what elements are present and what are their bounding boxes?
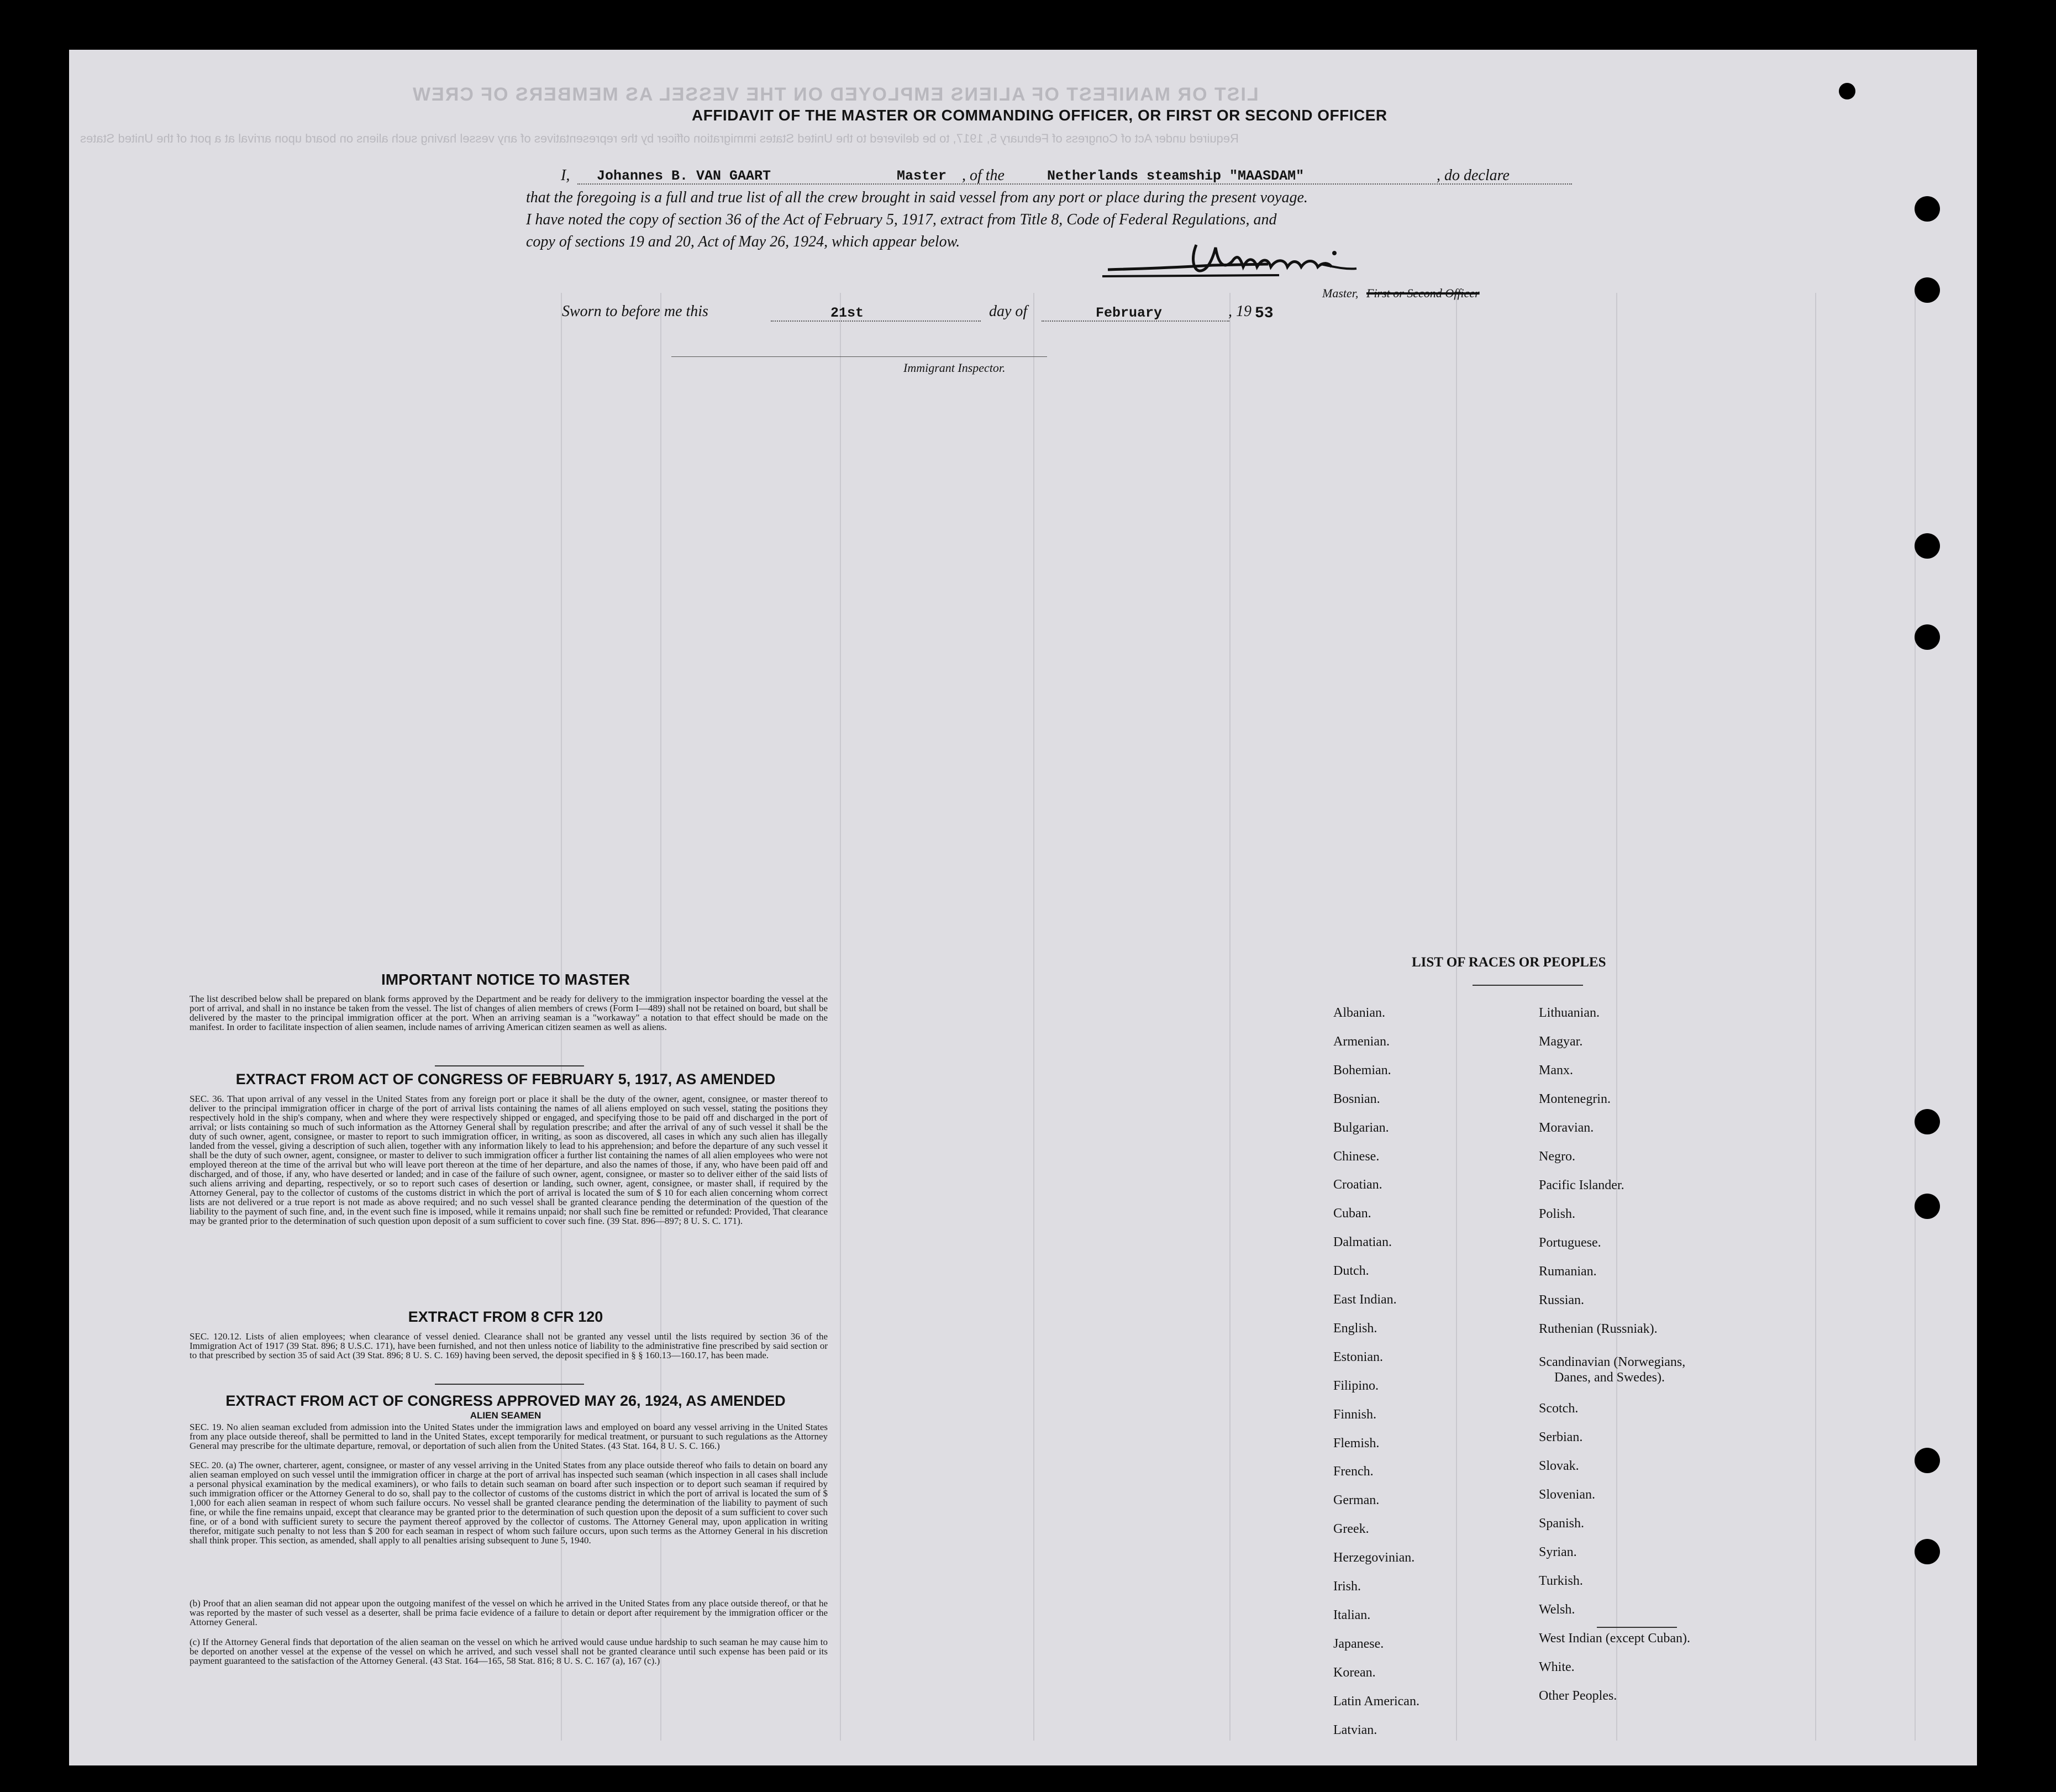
extract-1924-heading: EXTRACT FROM ACT OF CONGRESS APPROVED MAY 26, 1924, AS AMENDED [225, 1392, 786, 1409]
signature-role: Master, [1322, 286, 1359, 300]
of-the-label: , of the [962, 167, 1005, 184]
race-item: Turkish. [1539, 1574, 1583, 1588]
inspector-label: Immigrant Inspector. [903, 361, 1006, 375]
race-item: Lithuanian. [1539, 1006, 1600, 1020]
race-item: Montenegrin. [1539, 1092, 1611, 1106]
race-item: White. [1539, 1660, 1575, 1674]
extract-1917-body: SEC. 36. That upon arrival of any vessel in the United States from any foreign port or place it shall be the duty of the owner, agent, consignee, or master thereof to deliver to the principal immigration officer in charge of the port of arrival lists containing the names of all aliens employed on such vessel, stating the positions they respectively hold in the ship's company, when and where they were respectively shipped or engaged, and specifying those to be paid off and discharged in the port of arrival; or lists containing so much of such information as the Attorney General shall by regulation prescribe; and after the arrival of any of such vessel it shall be the duty of such owner, agent, consignee, or master to report to such immigration officer, in writing, as soon as discovered, all cases in which any such alien has illegally landed from the vessel, giving a description of such alien, together with any information likely to lead to his apprehension; and before the departure of any such vessel it shall be the duty of such owner, agent, consignee, or master to deliver to such immigration officer a further list containing the names of all alien employees who were not employed thereon at the time of the arrival but who will leave port thereon at the time of her departure, and also the names of those, if any, who have been paid off and discharged, and of those, if any, who have deserted or landed; and in case of the failure of such owner, agent, consignee, or master so to deliver either of the said lists of such aliens arriving and departing, respectively, or so to report such cases of desertion or landing, such owner, agent, consignee, or master shall, if required by the Attorney General, pay to the collector of customs of the customs district in which the port of arrival is located the sum of $ 10 for each alien concerning whom correct lists are not delivered or a true report is not made as above required; and no such vessel shall be granted clearance pending the determination of the question of the liability to the payment of such fine, and, in the event such fine is imposed, while it remains unpaid; nor shall such fine be remitted or refunded: Provided, That clearance may be granted prior to the determination of such question upon deposit of a sum sufficient to cover such fine. (39 Stat. 896—897; 8 U. S. C. 171). [190, 1094, 828, 1226]
race-item: Other Peoples. [1539, 1689, 1617, 1703]
race-item: Flemish. [1333, 1436, 1380, 1451]
extract-1924-sec20a: SEC. 20. (a) The owner, charterer, agent, consignee, or master of any vessel arriving in the United States from any place outside thereof who fails to detain on board any alien seaman employed on such vessel until the immigration officer in charge at the port of arrival has inspected such seaman (which inspection in all cases shall include a personal physical examination by the medical examiners), or who fails to detain such seaman on board after such inspection or to deport such seaman if required by such immigration officer or the Attorney General to do so, shall pay to the collector of customs of the customs district in which the port of arrival is located the sum of $ 1,000 for each alien seaman in respect of whom such failure occurs. No vessel shall be granted clearance pending the determination of the liability to payment of such fine, or while the fine remains unpaid, except that clearance may be granted prior to the determination of such question upon the deposit of a sum sufficient to cover such fine, or of a bond with sufficient surety to secure the payment thereof approved by the collector of customs. The Attorney General may, upon application in writing therefor, mitigate such penalty to not less than $ 200 for each seaman in respect of whom such failure occurs, upon such terms as the Attorney General in his discretion shall think proper. This section, as amended, shall apply to all penalties arising subsequent to June 5, 1940. [190, 1460, 828, 1546]
binder-hole [1915, 533, 1940, 559]
binder-hole [1915, 196, 1940, 222]
race-item: Magyar. [1539, 1034, 1583, 1049]
declaration-line-2: that the foregoing is a full and true list of all the crew brought in said vessel from any port or place during the present voyage. [526, 189, 1308, 206]
race-item: Serbian. [1539, 1430, 1583, 1444]
race-item: Moravian. [1539, 1121, 1594, 1135]
column-rule [1033, 293, 1034, 1741]
fill-line [771, 320, 981, 322]
sworn-label: Sworn to before me this [562, 303, 708, 320]
race-item: Chinese. [1333, 1149, 1380, 1164]
race-item: Syrian. [1539, 1545, 1577, 1559]
do-declare-label: , do declare [1437, 167, 1510, 184]
column-rule [840, 293, 841, 1741]
divider [1473, 985, 1583, 986]
binder-hole [1915, 1448, 1940, 1473]
declaration-line-4: copy of sections 19 and 20, Act of May 26, 1924, which appear below. [526, 233, 960, 250]
race-item: Irish. [1333, 1579, 1361, 1594]
column-rule [1915, 293, 1916, 1741]
notice-body: The list described below shall be prepared on blank forms approved by the Department and be ready for delivery to the immigration inspector boarding the vessel at the port of arrival, and shall in no instance be taken from the vessel. The list of changes of alien members of crews (Form I—489) shall not be retained on board, but shall be delivered by the master to the principal immigration officer at the port. When an arriving seaman is a "workaway" a notation to that effect should be made on the manifest. In order to facilitate inspection of alien seamen, include names of arriving American citizen seamen as well as aliens. [190, 994, 828, 1032]
race-item: Danes, and Swedes). [1554, 1370, 1665, 1385]
race-item: German. [1333, 1493, 1380, 1508]
day-of-label: day of [989, 303, 1028, 320]
binder-hole [1839, 83, 1855, 99]
race-item: Welsh. [1539, 1602, 1575, 1617]
master-signature [1102, 237, 1533, 286]
race-item: Herzegovinian. [1333, 1551, 1415, 1565]
sworn-year: 53 [1255, 305, 1274, 322]
vessel-name: Netherlands steamship "MAASDAM" [1047, 168, 1305, 184]
binder-hole [1915, 1194, 1940, 1219]
race-item: Bulgarian. [1333, 1120, 1389, 1135]
races-heading: LIST OF RACES OR PEOPLES [1412, 955, 1606, 970]
race-item: Japanese. [1333, 1636, 1384, 1651]
race-item: West Indian (except Cuban). [1539, 1631, 1690, 1646]
race-item: Dutch. [1333, 1264, 1369, 1279]
binder-hole [1915, 1539, 1940, 1564]
sworn-month: February [1096, 305, 1163, 321]
sworn-day: 21st [830, 305, 864, 321]
notice-heading: IMPORTANT NOTICE TO MASTER [381, 971, 630, 988]
race-item: English. [1333, 1321, 1377, 1336]
race-item: Russian. [1539, 1293, 1585, 1307]
race-item: Estonian. [1333, 1349, 1383, 1364]
welsh-underline [1597, 1627, 1677, 1628]
manifest-sheet [69, 50, 1977, 1765]
race-item: Scotch. [1539, 1401, 1579, 1416]
race-item: Latin American. [1333, 1694, 1419, 1709]
race-item: French. [1333, 1464, 1374, 1479]
column-rule [1616, 293, 1617, 1741]
extract-1924-sec20b: (b) Proof that an alien seaman did not appear upon the outgoing manifest of the vessel on which he arrived in the United States from any place outside thereof, or that he was reported by the master of such vessel as a deserter, shall be prima facie evidence of a failure to detain or deport after requirement by the immigration officer or the Attorney General. [190, 1598, 828, 1627]
race-item: Slovak. [1539, 1459, 1579, 1473]
race-item: Manx. [1539, 1063, 1573, 1078]
extract-cfr-heading: EXTRACT FROM 8 CFR 120 [408, 1308, 603, 1325]
race-item: Cuban. [1333, 1206, 1371, 1221]
inspector-signature-line [671, 356, 1047, 357]
race-item: Pacific Islander. [1539, 1178, 1624, 1192]
race-item: Dalmatian. [1333, 1235, 1392, 1250]
race-item: Armenian. [1333, 1034, 1390, 1049]
divider [435, 1065, 584, 1066]
master-name: Johannes B. VAN GAART [597, 168, 771, 184]
race-item: Croatian. [1333, 1178, 1382, 1192]
race-item: Korean. [1333, 1665, 1376, 1680]
affidavit-title: AFFIDAVIT OF THE MASTER OR COMMANDING OFFICER, OR FIRST OR SECOND OFFICER [692, 107, 1387, 124]
race-item: Spanish. [1539, 1516, 1585, 1531]
race-item: Scandinavian (Norwegians, [1539, 1355, 1686, 1369]
race-item: Albanian. [1333, 1006, 1385, 1020]
race-item: Bosnian. [1333, 1091, 1380, 1106]
binder-hole [1915, 624, 1940, 650]
extract-1924-sec19: SEC. 19. No alien seaman excluded from admission into the United States under the immigration laws and employed on board any vessel arriving in the United States from any place outside thereof, shall be permitted to land in the United States, except temporarily for medical treatment, or pursuant to such regulations as the Attorney General may prescribe for the ultimate departure, removal, or deportation of such alien from the United States. (43 Stat. 164, 8 U. S. C. 166.) [190, 1422, 828, 1451]
extract-cfr-body: SEC. 120.12. Lists of alien employees; when clearance of vessel denied. Clearance shall not be granted any vessel until the lists required by section 36 of the Immigration Act of 1917 (39 Stat. 896; 8 U.S.C. 171), have been furnished, and not then unless notice of liability to the administrative fine prescribed by said section or to that prescribed by section 35 of said Act (39 Stat. 896; 8 U. S. C. 169) having been served, the deposit specified in § § 160.13—160.17, has been made. [190, 1331, 828, 1360]
race-item: Ruthenian (Russniak). [1539, 1322, 1658, 1336]
extract-1924-subheading: ALIEN SEAMEN [470, 1410, 541, 1421]
divider [435, 1384, 584, 1385]
race-item: Greek. [1333, 1522, 1369, 1537]
race-item: Slovenian. [1539, 1488, 1595, 1502]
race-item: Latvian. [1333, 1722, 1377, 1737]
race-item: Bohemian. [1333, 1063, 1391, 1078]
reverse-title-bleed: LIST OR MANIFEST OF ALIENS EMPLOYED ON THE VESSEL AS MEMBERS OF CREW [412, 84, 1259, 105]
race-item: Rumanian. [1539, 1264, 1597, 1279]
binder-hole [1915, 277, 1940, 303]
extract-1917-heading: EXTRACT FROM ACT OF CONGRESS OF FEBRUARY 5, 1917, AS AMENDED [235, 1071, 776, 1087]
race-item: East Indian. [1333, 1292, 1397, 1307]
declaration-line-3: I have noted the copy of section 36 of the Act of February 5, 1917, extract from Title 8, Code of Federal Regulations, and [526, 211, 1277, 228]
race-item: Finnish. [1333, 1407, 1377, 1422]
declaration-line-1: I, [561, 167, 570, 184]
extract-1924-sec20c: (c) If the Attorney General finds that deportation of the alien seaman on the vessel on which he arrived would cause undue hardship to such seaman he may cause him to be deported on another vessel at the expense of the vessel on which he arrived, and such vessel shall not be granted clearance until such expense has been paid or its payment guaranteed to the satisfaction of the Attorney General. (43 Stat. 164—165, 58 Stat. 816; 8 U. S. C. 167 (a), 167 (c).) [190, 1637, 828, 1666]
column-rule [1229, 293, 1231, 1741]
column-rule [1815, 293, 1816, 1741]
column-rule [1456, 293, 1457, 1741]
binder-hole [1915, 1109, 1940, 1134]
year-prefix: , 19 [1228, 303, 1252, 320]
race-item: Filipino. [1333, 1378, 1379, 1393]
race-item: Italian. [1333, 1607, 1371, 1622]
reverse-subtitle-bleed: Required under Act of Congress of February 5, 1917, to be delivered to the United States immigration officer by the representatives of any vessel having such aliens on board upon arrival at a port of the United States [80, 132, 1239, 145]
officer-rank: Master [897, 168, 947, 184]
race-item: Portuguese. [1539, 1236, 1601, 1250]
race-item: Polish. [1539, 1207, 1576, 1221]
signature-role-struck: First or Second Officer [1366, 286, 1480, 300]
race-item: Negro. [1539, 1149, 1575, 1164]
